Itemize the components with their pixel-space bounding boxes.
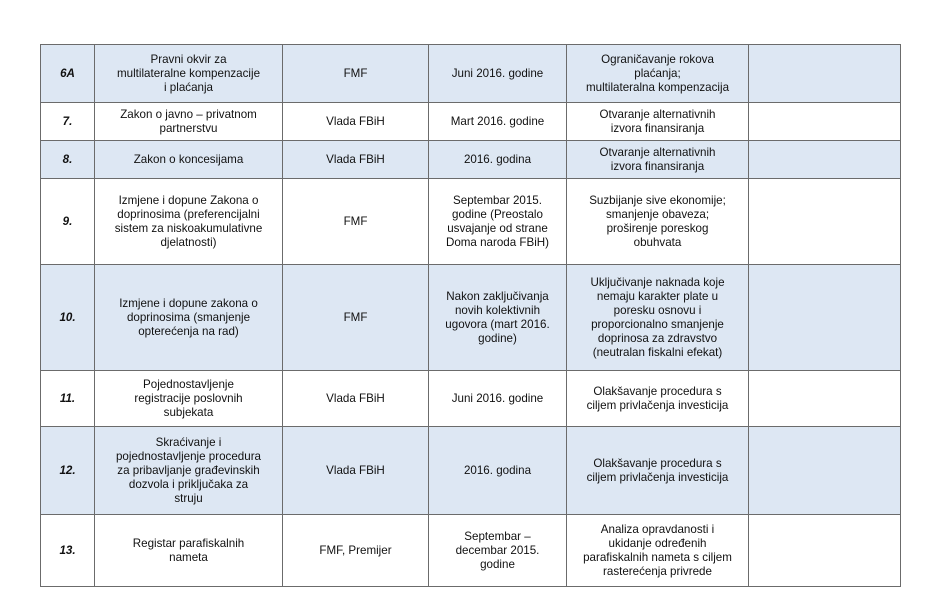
table-row: [41, 45, 901, 103]
responsible-cell: Vlada FBiH: [283, 427, 429, 515]
deadline-cell: Juni 2016. godine: [429, 371, 567, 427]
measure-cell: Zakon o javno – privatnom partnerstvu: [95, 103, 283, 141]
row-number: 6A: [41, 45, 95, 103]
table-row: [41, 179, 901, 265]
measure-cell: Pojednostavljenje registracije poslovnih subjekata: [95, 371, 283, 427]
table-row: [41, 103, 901, 141]
responsible-cell: FMF: [283, 45, 429, 103]
measure-cell: Zakon o koncesijama: [95, 141, 283, 179]
measure-cell: Skraćivanje i pojednostavljenje procedura za pribavljanje građevinskih dozvola i priključaka za struju: [95, 427, 283, 515]
deadline-cell: Mart 2016. godine: [429, 103, 567, 141]
deadline-cell: 2016. godina: [429, 427, 567, 515]
measure-cell: Pravni okvir za multilateralne kompenzacije i plaćanja: [95, 45, 283, 103]
extra-cell: [749, 427, 901, 515]
responsible-cell: Vlada FBiH: [283, 103, 429, 141]
row-number: 7.: [41, 103, 95, 141]
effect-cell: Uključivanje naknada koje nemaju karakter plate u poresku osnovu i proporcionalno smanjenje doprinosa za zdravstvo (neutralan fiskalni efekat): [567, 265, 749, 371]
extra-cell: [749, 265, 901, 371]
responsible-cell: FMF, Premijer: [283, 515, 429, 587]
row-number: 11.: [41, 371, 95, 427]
effect-cell: Olakšavanje procedura s ciljem privlačenja investicija: [567, 427, 749, 515]
measure-cell: Izmjene i dopune Zakona o doprinosima (preferencijalni sistem za niskoakumulativne djelatnosti): [95, 179, 283, 265]
table-row: [41, 371, 901, 427]
deadline-cell: Septembar – decembar 2015. godine: [429, 515, 567, 587]
responsible-cell: Vlada FBiH: [283, 371, 429, 427]
table-row: [41, 265, 901, 371]
effect-cell: Ograničavanje rokova plaćanja; multilateralna kompenzacija: [567, 45, 749, 103]
row-number: 12.: [41, 427, 95, 515]
effect-cell: Otvaranje alternativnih izvora finansiranja: [567, 103, 749, 141]
responsible-cell: FMF: [283, 179, 429, 265]
row-number: 10.: [41, 265, 95, 371]
table-row: [41, 515, 901, 587]
table-row: [41, 427, 901, 515]
table-row: [41, 141, 901, 179]
row-number: 8.: [41, 141, 95, 179]
extra-cell: [749, 371, 901, 427]
effect-cell: Otvaranje alternativnih izvora finansiranja: [567, 141, 749, 179]
responsible-cell: FMF: [283, 265, 429, 371]
measure-cell: Izmjene i dopune zakona o doprinosima (smanjenje opterećenja na rad): [95, 265, 283, 371]
row-number: 13.: [41, 515, 95, 587]
deadline-cell: 2016. godina: [429, 141, 567, 179]
effect-cell: Suzbijanje sive ekonomije; smanjenje obaveza; proširenje poreskog obuhvata: [567, 179, 749, 265]
measure-cell: Registar parafiskalnih nameta: [95, 515, 283, 587]
extra-cell: [749, 45, 901, 103]
extra-cell: [749, 515, 901, 587]
extra-cell: [749, 179, 901, 265]
effect-cell: Olakšavanje procedura s ciljem privlačenja investicija: [567, 371, 749, 427]
effect-cell: Analiza opravdanosti i ukidanje određenih parafiskalnih nameta s ciljem rasterećenja privrede: [567, 515, 749, 587]
deadline-cell: Septembar 2015. godine (Preostalo usvajanje od strane Doma naroda FBiH): [429, 179, 567, 265]
extra-cell: [749, 103, 901, 141]
responsible-cell: Vlada FBiH: [283, 141, 429, 179]
deadline-cell: Nakon zaključivanja novih kolektivnih ugovora (mart 2016. godine): [429, 265, 567, 371]
deadline-cell: Juni 2016. godine: [429, 45, 567, 103]
row-number: 9.: [41, 179, 95, 265]
measures-table: [40, 44, 901, 587]
extra-cell: [749, 141, 901, 179]
